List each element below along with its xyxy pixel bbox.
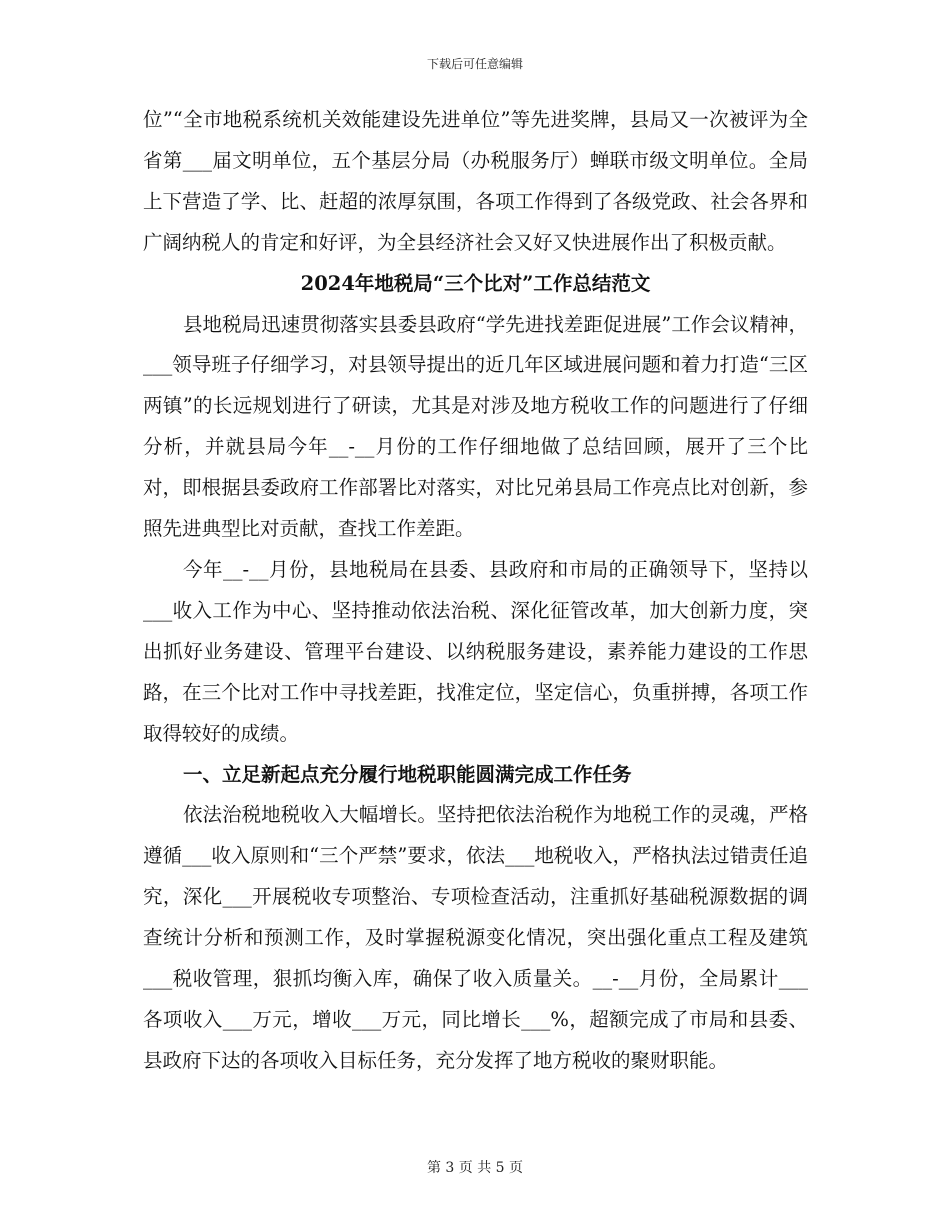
paragraph-3: 依法治税地税收入大幅增长。坚持把依法治税作为地税工作的灵魂，严格遵循___收入原则和“三个严禁”要求，依法___地税收入，严格执法过错责任追究，深化___开展税收专项整治、专项检查活动，注重抓好基础税源数据的调查统计分析和预测工作，及时掌握税源变化情况，突出强化重点工程及建筑___税收管理，狠抓均衡入库，确保了收入质量关。__-__月份，全局累计___各项收入___万元，增收___万元，同比增长___%，超额完成了市局和县委、县政府下达的各项收入目标任务，充分发挥了地方税收的聚财职能。 <box>143 803 808 1072</box>
header-note: 下载后可任意编辑 <box>426 57 523 71</box>
section-1-heading: 一、立足新起点充分履行地税职能圆满完成工作任务 <box>183 762 632 786</box>
paragraph-1: 县地税局迅速贯彻落实县委县政府“学先进找差距促进展”工作会议精神，___领导班子仔细学习，对县领导提出的近几年区域进展问题和着力打造“三区两镇”的长远规划进行了研读，尤其是对涉及地方税收工作的问题进行了仔细分析，并就县局今年__-__月份的工作仔细地做了总结回顾，展开了三个比对，即根据县委政府工作部署比对落实，对比兄弟县局工作亮点比对创新，参照先进典型比对贡献，查找工作差距。 <box>143 312 808 541</box>
intro-paragraph: 位”“全市地税系统机关效能建设先进单位”等先进奖牌，县局又一次被评为全省第___届文明单位，五个基层分局（办税服务厅）蝉联市级文明单位。全局上下营造了学、比、赶超的浓厚氛围，各项工作得到了各级党政、社会各界和广阔纳税人的肯定和好评，为全县经济社会又好又快进展作出了积极贡献。 <box>143 108 808 254</box>
document-title: 2024年地税局“三个比对”工作总结范文 <box>300 271 651 295</box>
document-body <box>143 100 808 1082</box>
paragraph-2: 今年__-__月份，县地税局在县委、县政府和市局的正确领导下，坚持以___收入工作为中心、坚持推动依法治税、深化征管改革，加大创新力度，突出抓好业务建设、管理平台建设、以纳税服务建设，素养能力建设的工作思路，在三个比对工作中寻找差距，找准定位，坚定信心，负重拼搏，各项工作取得较好的成绩。 <box>143 557 808 745</box>
page-number: 第 3 页 共 5 页 <box>426 1160 524 1176</box>
